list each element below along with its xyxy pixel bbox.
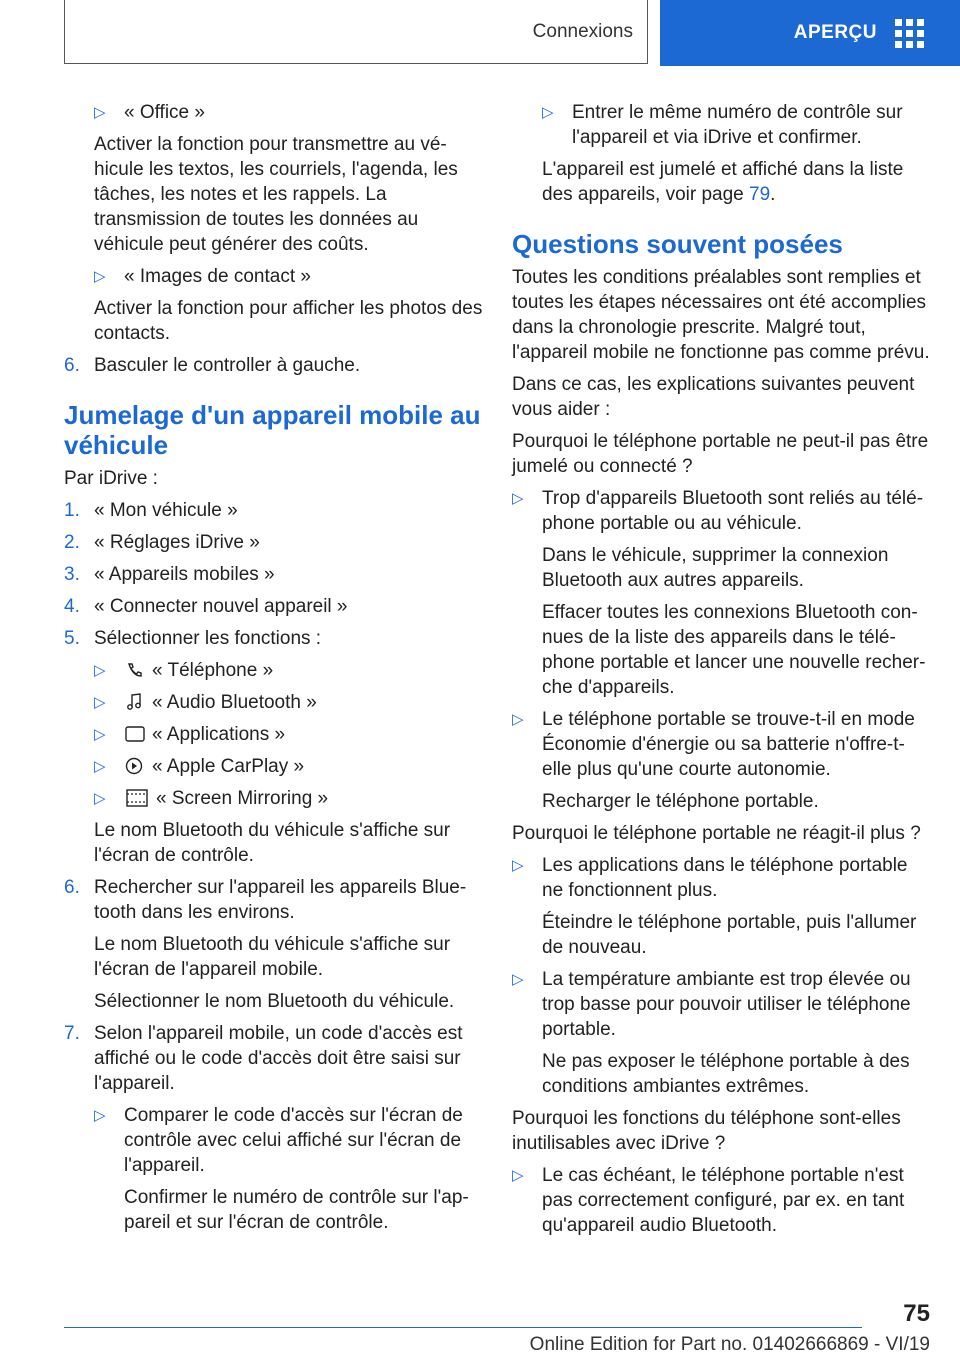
- triangle-bullet-icon: ▷: [94, 268, 106, 285]
- step-6-note-1: Le nom Bluetooth du véhicule s'affiche sur l'écran de l'appareil mobile.: [94, 934, 451, 980]
- question-1: Pourquoi le téléphone portable ne peut-il pas être jumelé ou connecté ?: [512, 431, 929, 477]
- triangle-bullet-icon: ▷: [512, 971, 524, 988]
- q2-bullet-1-note: Éteindre le téléphone portable, puis l'allumer de nouveau.: [542, 912, 917, 958]
- heading-faq: Questions souvent posées: [512, 229, 843, 259]
- triangle-bullet-icon: ▷: [94, 758, 106, 775]
- footer-edition: Online Edition for Part no. 01402666869 - VI/19: [529, 1334, 930, 1355]
- grid-icon: [895, 19, 924, 48]
- bullet-contact-images: ▷ « Images de contact »: [94, 266, 311, 287]
- office-description: Activer la fonction pour transmettre au véhicule les textos, les courriels, l'agenda, les tâches, les notes et les rappels. La transmission de toutes les données au véhicule peut générer des coûts.: [94, 134, 458, 255]
- triangle-bullet-icon: ▷: [94, 662, 106, 679]
- triangle-bullet-icon: ▷: [94, 104, 106, 121]
- q1-bullet-1: ▷ Trop d'appareils Bluetooth sont reliés au téléphone portable ou au véhicule.: [512, 488, 924, 534]
- contact-images-description: Activer la fonction pour afficher les photos des contacts.: [94, 298, 483, 344]
- function-applications: ▷ « Applications »: [94, 724, 286, 745]
- q2-bullet-2-note: Ne pas exposer le téléphone portable à des conditions ambiantes extrêmes.: [542, 1051, 910, 1097]
- section-title: Connexions: [532, 20, 633, 42]
- heading-pairing: Jumelage d'un appareil mobile au véhicule: [64, 400, 481, 460]
- faq-help: Dans ce cas, les explications suivantes peuvent vous aider :: [512, 374, 915, 420]
- q2-bullet-2: ▷ La température ambiante est trop élevée ou trop basse pour pouvoir utiliser le téléphone portable.: [512, 969, 911, 1040]
- step-2: 2. « Réglages iDrive »: [64, 532, 260, 553]
- step-7: 7. Selon l'appareil mobile, un code d'accès est affiché ou le code d'accès doit être saisi sur l'appareil.: [64, 1023, 463, 1094]
- step-7-bullet-note: Confirmer le numéro de contrôle sur l'appareil et sur l'écran de contrôle.: [124, 1187, 469, 1233]
- page-number: 75: [903, 1300, 930, 1327]
- triangle-bullet-icon: ▷: [94, 726, 106, 743]
- step-6a: 6. Basculer le controller à gauche.: [64, 355, 361, 376]
- q3-bullet-1: ▷ Le cas échéant, le téléphone portable n'est pas correctement configuré, par ex. en tant qu'appareil audio Bluetooth.: [512, 1165, 905, 1236]
- step-4: 4. « Connecter nouvel appareil »: [64, 596, 348, 617]
- applications-icon: [124, 725, 146, 743]
- step-7-bullet: ▷ Comparer le code d'accès sur l'écran de contrôle avec celui affiché sur l'écran de l'appareil.: [94, 1105, 463, 1176]
- triangle-bullet-icon: ▷: [94, 790, 106, 807]
- left-column: [64, 100, 484, 1242]
- music-note-icon: [124, 693, 146, 711]
- screen-mirroring-icon: [124, 789, 150, 807]
- step-3: 3. « Appareils mobiles »: [64, 564, 275, 585]
- footer-divider: [64, 1327, 862, 1328]
- triangle-bullet-icon: ▷: [512, 490, 524, 507]
- via-idrive: Par iDrive :: [64, 468, 158, 489]
- question-3: Pourquoi les fonctions du téléphone sont-elles inutilisables avec iDrive ?: [512, 1108, 901, 1154]
- q1-bullet-1-note-2: Effacer toutes les connexions Bluetooth connues de la liste des appareils dans le téléphone portable et lancer une nouvelle recherche d'appareils.: [542, 602, 926, 698]
- page-header: [0, 0, 960, 66]
- function-carplay: ▷ « Apple CarPlay »: [94, 756, 305, 777]
- page-link[interactable]: 79: [749, 184, 771, 205]
- function-phone: ▷ « Téléphone »: [94, 660, 274, 681]
- q1-bullet-1-note-1: Dans le véhicule, supprimer la connexion Bluetooth aux autres appareils.: [542, 545, 889, 591]
- phone-icon: [124, 661, 146, 679]
- right-column: [512, 100, 932, 1245]
- q1-bullet-2-note: Recharger le téléphone portable.: [542, 791, 819, 812]
- bullet-confirm-number: ▷ Entrer le même numéro de contrôle sur l'appareil et via iDrive et confirmer.: [542, 102, 903, 148]
- triangle-bullet-icon: ▷: [512, 857, 524, 874]
- overview-tab[interactable]: [660, 0, 960, 66]
- step-1: 1. « Mon véhicule »: [64, 500, 238, 521]
- q1-bullet-2: ▷ Le téléphone portable se trouve-t-il en mode Économie d'énergie ou sa batterie n'offre-t-elle plus qu'une courte autonomie.: [512, 709, 915, 780]
- overview-label: APERÇU: [793, 22, 877, 43]
- step-5-note: Le nom Bluetooth du véhicule s'affiche sur l'écran de contrôle.: [94, 820, 451, 866]
- faq-intro: Toutes les conditions préalables sont remplies et toutes les étapes nécessaires ont été accomplies dans la chronologie prescrite. Malgré tout, l'appareil mobile ne fonctionne pas comme prévu.: [512, 267, 930, 363]
- triangle-bullet-icon: ▷: [542, 104, 554, 121]
- question-2: Pourquoi le téléphone portable ne réagit-il plus ?: [512, 823, 921, 844]
- triangle-bullet-icon: ▷: [94, 1107, 106, 1124]
- bullet-office: ▷ « Office »: [94, 102, 205, 123]
- triangle-bullet-icon: ▷: [94, 694, 106, 711]
- step-6-note-2: Sélectionner le nom Bluetooth du véhicule.: [94, 991, 455, 1012]
- function-screen-mirroring: ▷ « Screen Mirroring »: [94, 788, 329, 809]
- section-tab[interactable]: [64, 0, 648, 64]
- q2-bullet-1: ▷ Les applications dans le téléphone portable ne fonctionnent plus.: [512, 855, 908, 901]
- triangle-bullet-icon: ▷: [512, 711, 524, 728]
- carplay-icon: [124, 757, 146, 775]
- triangle-bullet-icon: ▷: [512, 1167, 524, 1184]
- paired-note: L'appareil est jumelé et affiché dans la liste des appareils, voir page 79.: [542, 159, 904, 205]
- function-audio: ▷ « Audio Bluetooth »: [94, 692, 317, 713]
- step-6: 6. Rechercher sur l'appareil les appareils Bluetooth dans les environs.: [64, 877, 467, 923]
- step-5: 5. Sélectionner les fonctions :: [64, 628, 322, 649]
